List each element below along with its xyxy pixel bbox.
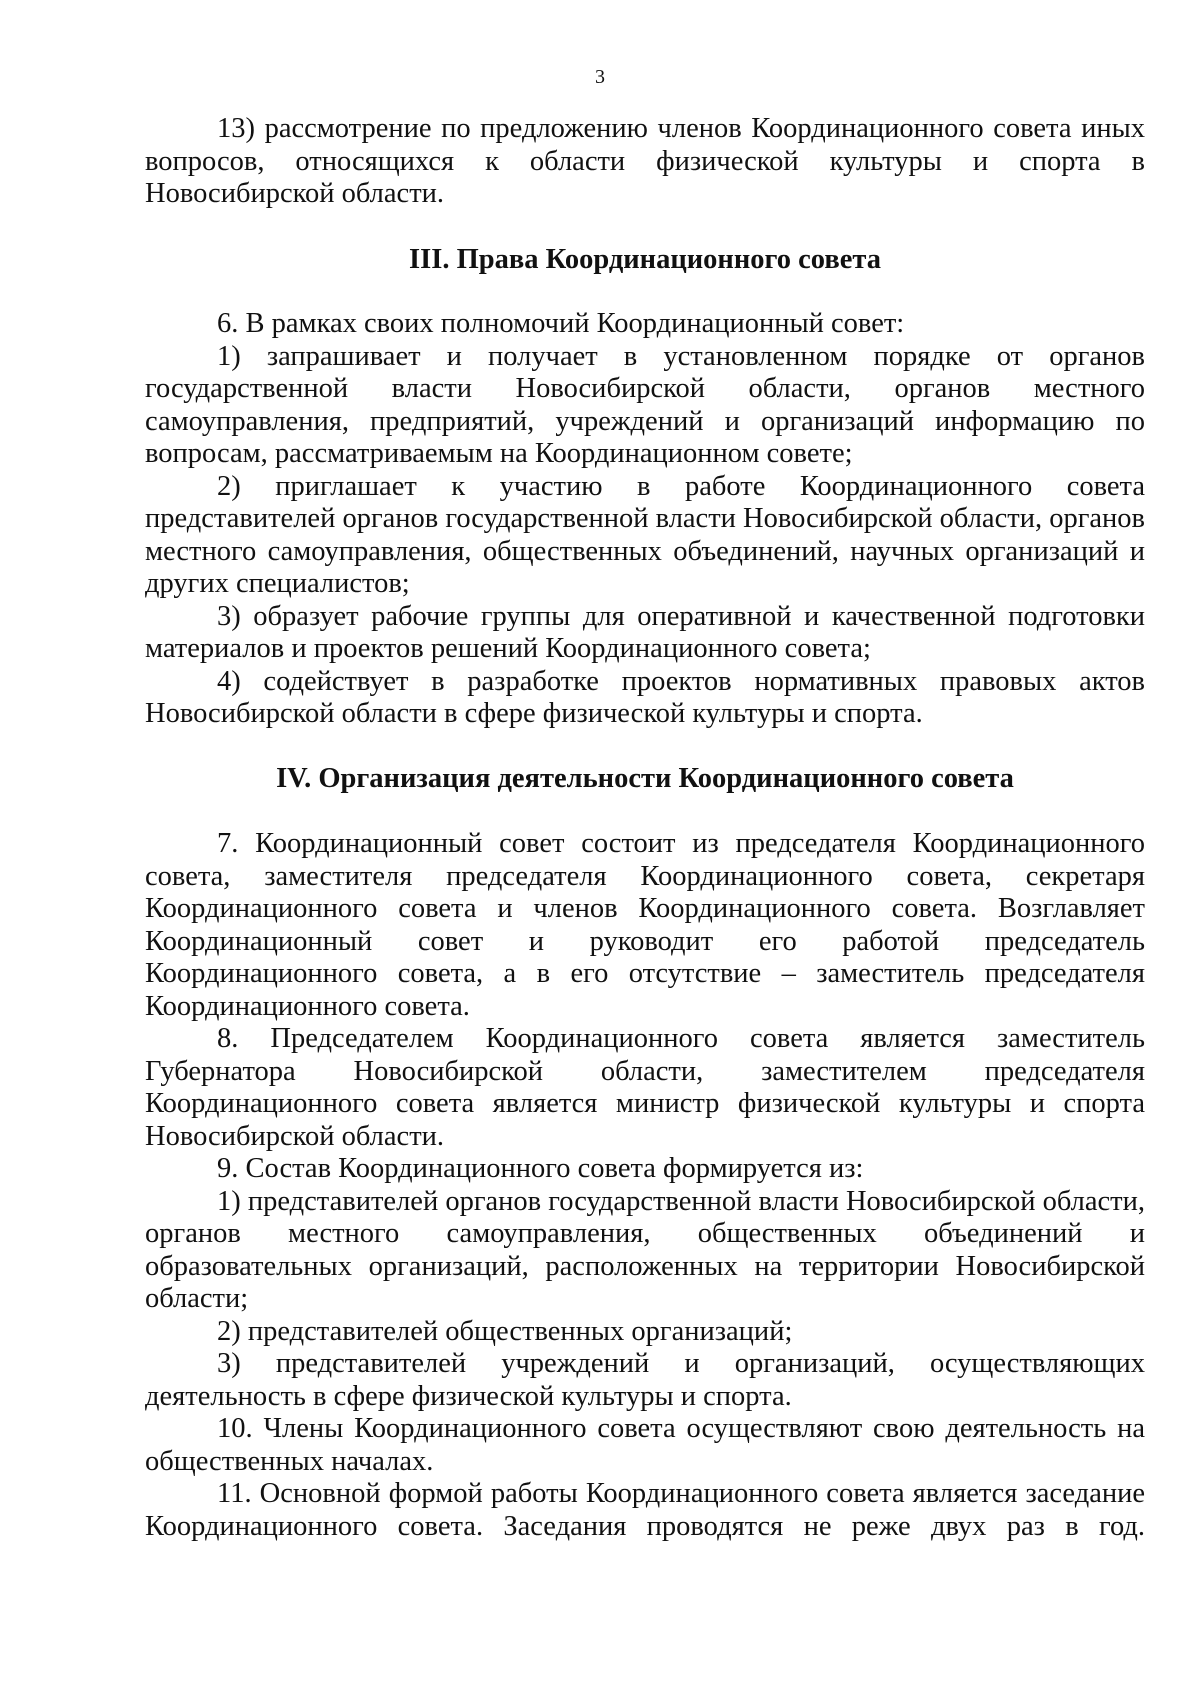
paragraph-6-item-3: 3) образует рабочие группы для оперативной и качественной подготовки материалов и проектов решений Координационного совета; xyxy=(145,600,1145,664)
paragraph-8: 8. Председателем Координационного совета является заместитель Губернатора Новосибирской области, заместителем председателя Координационного совета является министр физической культуры и спорта Новосибирской области. xyxy=(145,1023,1145,1152)
document-body xyxy=(145,113,1145,1543)
paragraph-9-item-2: 2) представителей общественных организаций; xyxy=(217,1315,793,1347)
paragraph-9: 9. Состав Координационного совета формируется из: xyxy=(217,1153,864,1184)
paragraph-6-item-2: 2) приглашает к участию в работе Координационного совета представителей органов государственной власти Новосибирской области, органов местного самоуправления, общественных объединений, научных организаций и других специалистов; xyxy=(145,470,1145,599)
paragraph-item-13: 13) рассмотрение по предложению членов Координационного совета иных вопросов, относящихся к области физической культуры и спорта в Новосибирской области. xyxy=(145,113,1145,209)
paragraph-6-item-4: 4) содействует в разработке проектов нормативных правовых актов Новосибирской области в сфере физической культуры и спорта. xyxy=(145,665,1145,729)
paragraph-7: 7. Координационный совет состоит из председателя Координационного совета, заместителя председателя Координационного совета, секретаря Координационного совета и членов Координационного совета. Возглавляет Координационный совет и руководит его работой председатель Координационного совета, а в его отсутствие – заместитель председателя Координационного совета. xyxy=(145,828,1145,1022)
section-4-heading: IV. Организация деятельности Координационного совета xyxy=(276,762,1014,794)
paragraph-10: 10. Члены Координационного совета осуществляют свою деятельность на общественных началах. xyxy=(145,1413,1145,1477)
page-number: 3 xyxy=(595,66,605,88)
paragraph-9-item-1: 1) представителей органов государственной власти Новосибирской области, органов местного самоуправления, общественных объединений и образовательных организаций, расположенных на территории Новосибирской области; xyxy=(145,1185,1145,1314)
paragraph-6-item-1: 1) запрашивает и получает в установленном порядке от органов государственной власти Новосибирской области, органов местного самоуправления, предприятий, учреждений и организаций информацию по вопросам, рассматриваемым на Координационном совете; xyxy=(145,340,1145,469)
paragraph-9-item-3: 3) представителей учреждений и организаций, осуществляющих деятельность в сфере физической культуры и спорта. xyxy=(145,1348,1145,1412)
paragraph-6: 6. В рамках своих полномочий Координационный совет: xyxy=(217,308,905,339)
section-3-heading: III. Права Координационного совета xyxy=(409,243,881,275)
paragraph-11: 11. Основной формой работы Координационного совета является заседание Координационного совета. Заседания проводятся не реже двух раз в год. xyxy=(145,1478,1145,1542)
